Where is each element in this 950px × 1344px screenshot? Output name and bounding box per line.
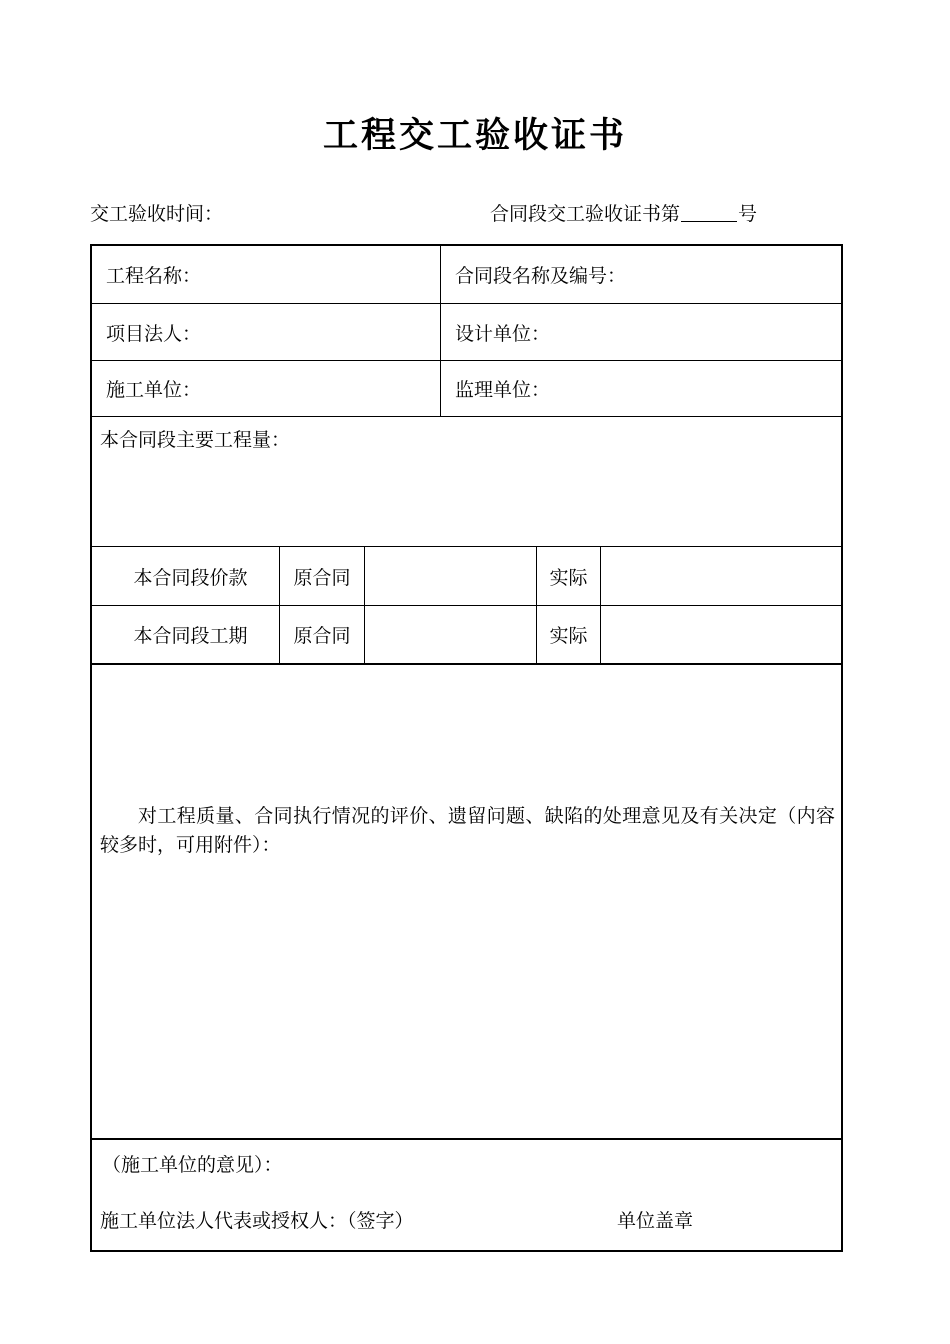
signature-label[interactable]: 施工单位法人代表或授权人：（签字） <box>100 1210 414 1232</box>
table-row-construction-unit <box>92 361 841 417</box>
label-supervision-unit: 监理单位： <box>455 379 551 401</box>
opinion-title: （施工单位的意见）： <box>102 1154 283 1176</box>
label-contract-price: 本合同段价款 <box>102 547 280 605</box>
table-row-comments[interactable] <box>92 665 841 1140</box>
label-project-name: 工程名称： <box>106 265 202 287</box>
certificate-number-group <box>490 199 757 229</box>
value-duration-original[interactable] <box>365 606 537 663</box>
value-price-actual[interactable] <box>601 547 845 605</box>
label-price-original: 原合同 <box>280 547 365 605</box>
label-duration-actual: 实际 <box>537 606 601 663</box>
cell-contract-section-name[interactable] <box>441 246 845 303</box>
cell-legal-entity[interactable] <box>92 304 441 360</box>
certificate-number-prefix: 合同段交工验收证书第 <box>490 203 681 225</box>
comments-body <box>92 665 841 1138</box>
certificate-number-suffix: 号 <box>738 203 758 225</box>
table-row-opinion[interactable] <box>92 1140 841 1250</box>
certificate-number-input[interactable] <box>681 204 737 222</box>
acceptance-form-table <box>90 244 843 1252</box>
table-row-contract-price <box>92 547 841 606</box>
label-construction-unit: 施工单位： <box>106 379 202 401</box>
label-price-actual: 实际 <box>537 547 601 605</box>
comments-prompt: 对工程质量、合同执行情况的评价、遗留问题、缺陷的处理意见及有关决定（内容较多时，可用附件）： <box>100 805 835 856</box>
value-main-quantity <box>112 457 120 465</box>
acceptance-time-label: 交工验收时间： <box>90 203 224 225</box>
cell-design-unit[interactable] <box>441 304 845 360</box>
opinion-body <box>92 1140 841 1250</box>
page-title: 工程交工验收证书 <box>322 116 627 156</box>
table-row-project <box>92 246 841 304</box>
label-contract-section-name: 合同段名称及编号： <box>455 265 627 287</box>
label-contract-duration: 本合同段工期 <box>102 606 280 663</box>
table-row-main-quantity[interactable] <box>92 417 841 547</box>
value-duration-actual[interactable] <box>601 606 845 663</box>
cell-construction-unit[interactable] <box>92 361 441 416</box>
header-line <box>90 199 843 229</box>
label-design-unit: 设计单位： <box>455 322 551 345</box>
table-row-contract-duration <box>92 606 841 665</box>
cell-project-name[interactable] <box>92 246 441 303</box>
label-main-quantity: 本合同段主要工程量： <box>100 429 291 451</box>
seal-label[interactable]: 单位盖章 <box>617 1210 694 1232</box>
label-duration-original: 原合同 <box>280 606 365 663</box>
label-legal-entity: 项目法人： <box>106 322 202 345</box>
cell-supervision-unit[interactable] <box>441 361 845 416</box>
value-price-original[interactable] <box>365 547 537 605</box>
table-row-legal-entity <box>92 304 841 361</box>
